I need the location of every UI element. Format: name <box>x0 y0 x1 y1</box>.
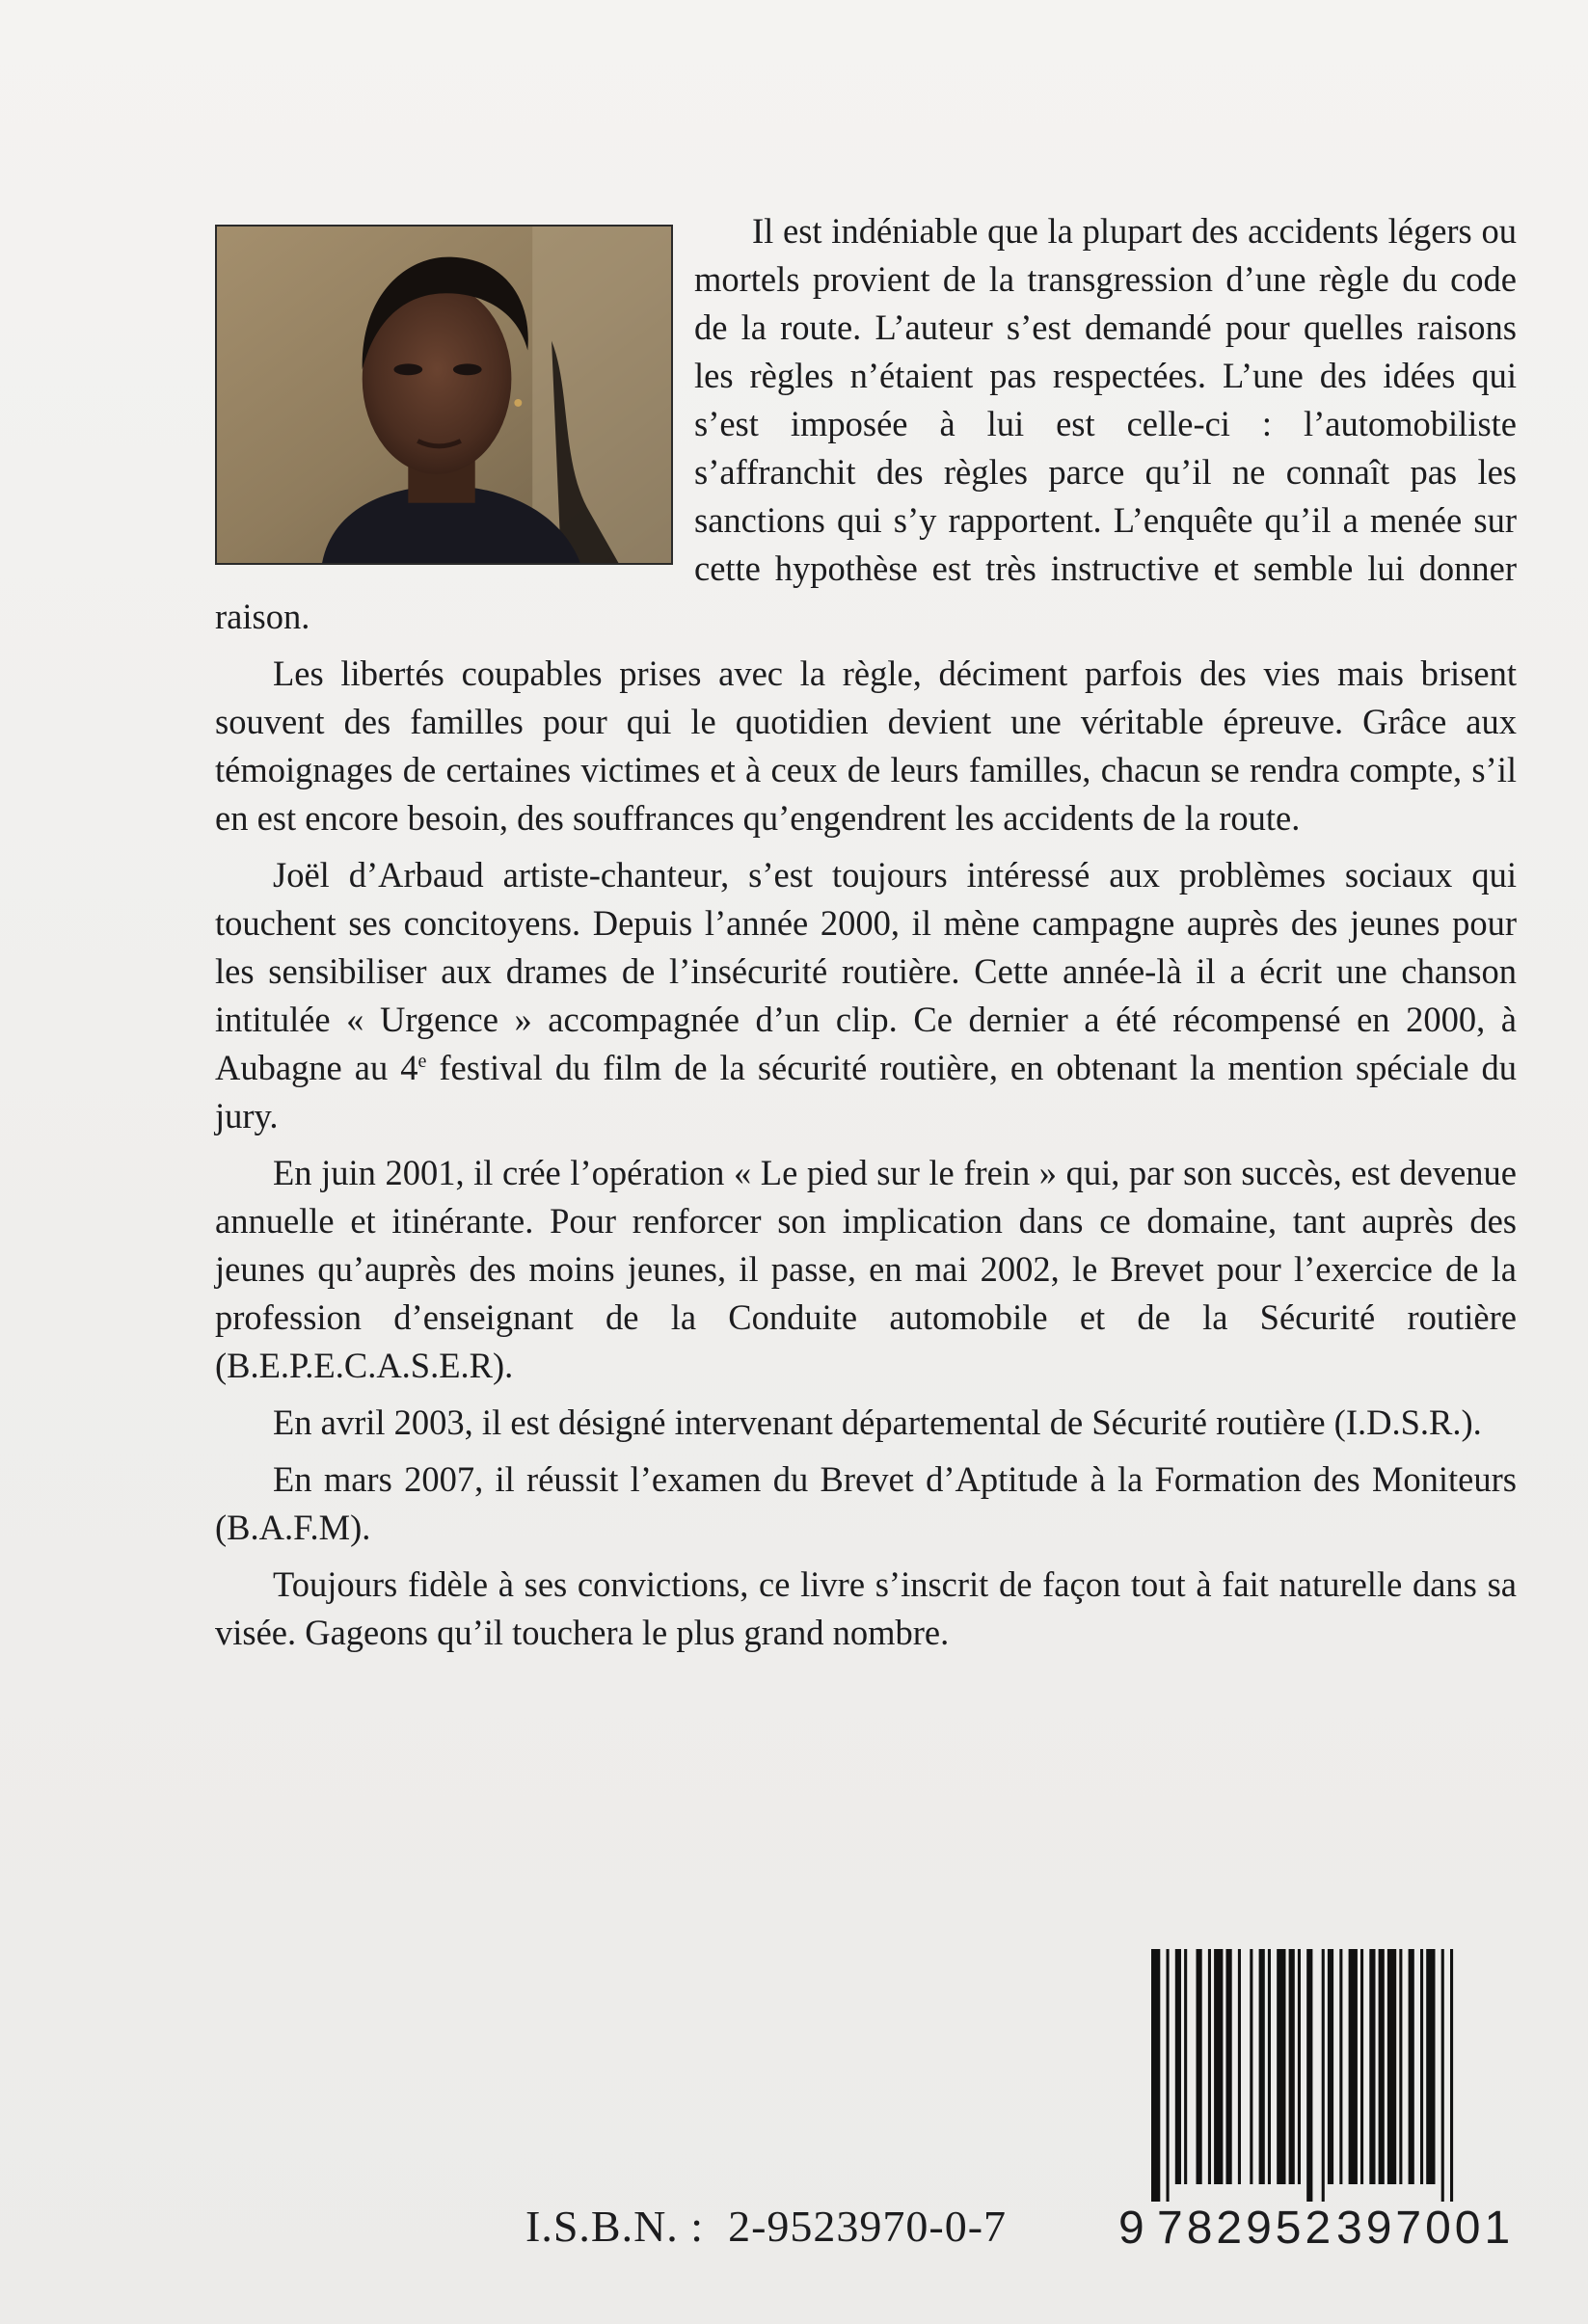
barcode-bar <box>1298 1949 1301 2184</box>
paragraph-author-bio: Joël d’Arbaud artiste-chanteur, s’est toujours intéressé aux problèmes sociaux qui touchent ses concitoyens. Depuis l’année 2000, il mène campagne auprès des jeunes pour les sensibiliser aux drames de l’insécurité routière. Cette année-là il a écrit une chanson intitulée « Urgence » accompagnée d’un clip. Ce dernier a été récompensé en 2000, à Aubagne au 4e festival du film de la sécurité routière, en obtenant la mention spéciale du jury. <box>215 855 1518 1135</box>
barcode-bar <box>1184 1949 1187 2184</box>
barcode-bar <box>1277 1949 1285 2184</box>
paragraph-conclusion: Toujours fidèle à ses convictions, ce livre s’inscrit de façon tout à fait naturelle dans sa visée. Gageons qu’il touchera le plus grand nombre. <box>215 1564 1517 1652</box>
barcode-bar <box>1250 1949 1252 2184</box>
barcode-bar <box>1328 1949 1333 2184</box>
barcode-bar <box>1197 1949 1202 2184</box>
barcode-bar <box>1360 1949 1363 2184</box>
isbn-number: I.S.B.N. : 2-9523970-0-7 <box>525 2202 1008 2251</box>
barcode-bar <box>1322 1949 1325 2202</box>
photo-wrap-spacer <box>215 207 694 569</box>
barcode <box>1118 1949 1531 2261</box>
barcode-bar <box>1349 1949 1358 2184</box>
barcode-bar <box>1420 1949 1423 2184</box>
back-cover-text <box>215 207 1517 1666</box>
barcode-bar <box>1238 1949 1241 2184</box>
barcode-bar <box>1151 1949 1160 2202</box>
barcode-bar <box>1175 1949 1181 2184</box>
barcode-bar <box>1306 1949 1312 2202</box>
barcode-bar <box>1208 1949 1211 2184</box>
barcode-bar <box>1167 1949 1170 2202</box>
barcode-bar <box>1339 1949 1342 2184</box>
barcode-bar <box>1399 1949 1402 2184</box>
barcode-left-digits: 782952 <box>1157 2203 1335 2254</box>
barcode-bar <box>1259 1949 1265 2184</box>
paragraph-operation-2001: En juin 2001, il crée l’opération « Le pied sur le frein » qui, par son succès, est devenue annuelle et itinérante. Pour renforcer son implication dans ce domaine, tant auprès des jeunes qu’auprès des moins jeunes, il passe, en mai 2002, le Brevet pour l’exercice de la profession d’enseignant de la Conduite automobile et de la Sécurité routière (B.E.P.E.C.A.S.E.R). <box>215 1153 1517 1385</box>
barcode-bar <box>1214 1949 1223 2184</box>
paragraph-idsr-2003: En avril 2003, il est désigné intervenant départemental de Sécurité routière (I.D.S.R.). <box>273 1402 1482 1442</box>
barcode-bar <box>1409 1949 1414 2184</box>
paragraph-bafm-2007: En mars 2007, il réussit l’examen du Brevet d’Aptitude à la Formation des Moniteurs (B.A.F.M). <box>215 1459 1517 1547</box>
barcode-lead-digit: 9 <box>1118 2203 1148 2254</box>
barcode-bar <box>1268 1949 1271 2184</box>
barcode-bar <box>1426 1949 1435 2184</box>
barcode-bar <box>1369 1949 1375 2184</box>
barcode-bar <box>1226 1949 1232 2184</box>
barcode-bar <box>1450 1949 1453 2202</box>
barcode-bars <box>1147 1949 1514 2202</box>
barcode-right-digits: 397001 <box>1336 2203 1515 2254</box>
paragraph-summary: Il est indéniable que la plupart des accidents légers ou mortels provient de la transgression d’une règle du code de la route. L’auteur s’est demandé pour quelles raisons les règles n’étaient pas respectées. L’une des idées qui s’est imposée à lui est celle-ci : l’automobiliste s’affranchit des règles parce qu’il ne connaît pas les sanctions qui s’y rapportent. L’enquête qu’il a menée sur cette hypothèse est très instructive et semble lui donner raison. <box>215 211 1517 636</box>
barcode-bar <box>1387 1949 1396 2184</box>
barcode-bar <box>1289 1949 1295 2184</box>
barcode-bar <box>1379 1949 1385 2184</box>
barcode-bar <box>1441 1949 1444 2202</box>
paragraph-families: Les libertés coupables prises avec la règle, déciment parfois des vies mais brisent souvent des familles pour qui le quotidien devient une véritable épreuve. Grâce aux témoignages de certaines victimes et à ceux de leurs familles, chacun se rendra compte, s’il en est encore besoin, des souffrances qu’engendrent les accidents de la route. <box>215 654 1517 838</box>
